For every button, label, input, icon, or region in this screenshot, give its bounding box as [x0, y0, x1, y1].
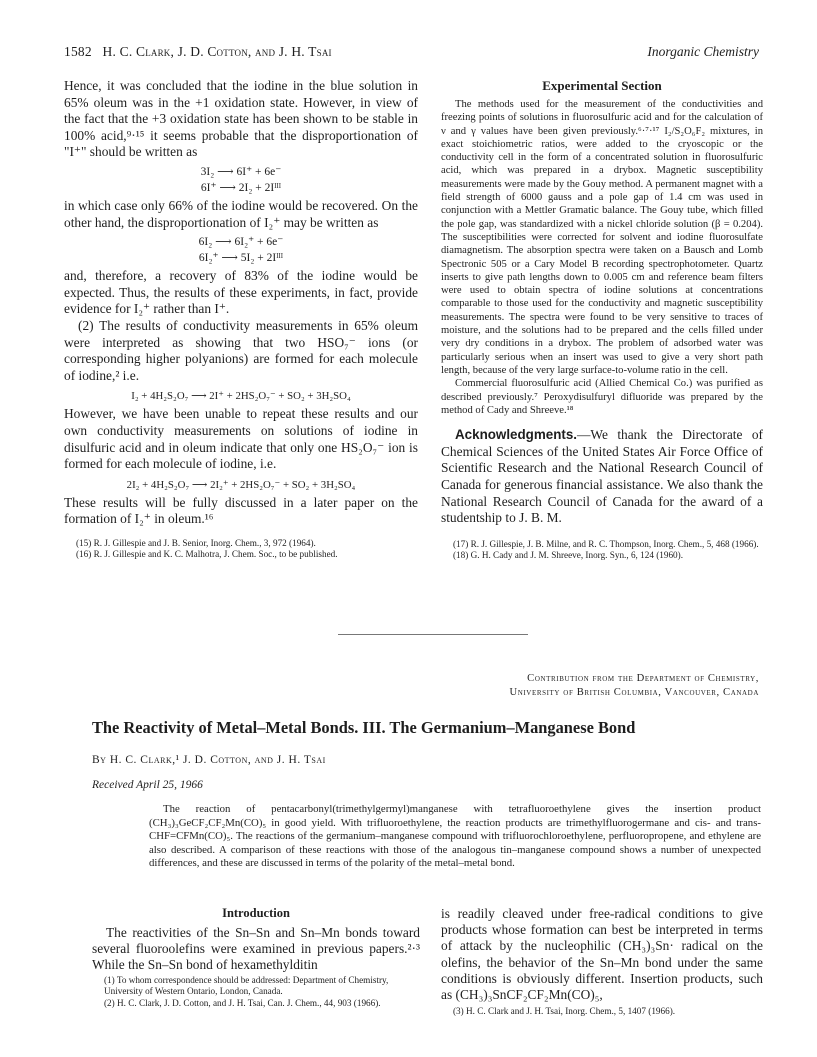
- acknowledgments-text: —We thank the Directorate of Chemical Sciences of the United States Air Force Office of Scientific Research and the National Research Council of Canada for generous financial assistance. We also thank the National Research Council of Canada for the award of a studentship to J. B. M.: [441, 427, 763, 526]
- footnote: (3) H. C. Clark and J. H. Tsai, Inorg. Chem., 5, 1407 (1966).: [453, 1006, 676, 1017]
- intro-left-column: [92, 906, 420, 1009]
- paragraph: and, therefore, a recovery of 83% of the iodine would be expected. Thus, the results of these experiments, in fact, provide evidence for I₂⁺ rather than I⁺.: [64, 268, 418, 317]
- paragraph: These results will be fully discussed in a later paper on the formation of I₂⁺ in oleum.¹⁶: [64, 494, 418, 527]
- footnote: (15) R. J. Gillespie and J. B. Senior, Inorg. Chem., 3, 972 (1964).: [76, 537, 316, 548]
- footnote: (18) G. H. Cady and J. M. Shreeve, Inorg. Syn., 6, 124 (1960).: [453, 550, 684, 561]
- paragraph: However, we have been unable to repeat these results and our own conductivity measurements on solutions of iodine in disulfuric acid and in oleum indicate that only one HS₂O₇⁻ ion is formed for each molecule of iodine, i.e.: [64, 406, 418, 472]
- page-number: 1582: [64, 44, 92, 59]
- paragraph: The reactivities of the Sn–Sn and Sn–Mn bonds toward several fluoroolefins were examined in previous papers.²·³ While the Sn–Sn bond of hexamethylditin: [92, 925, 420, 973]
- abstract: The reaction of pentacarbonyl(trimethylgermyl)manganese with tetrafluoroethylene gives the insertion product (CH₃)₃GeCF₂CF₂Mn(CO)₅ in good yield. With trifluoroethylene, the reaction products are trimethylfluorogermane and cis- and trans-CHF=CFMn(CO)₅. The reactions of the germanium–manganese compound with trifluorochloroethylene, perfluoropropene, and ethylene are also described. A comparison of these reactions with those of the analogous tin–manganese compound shows a number of unexpected differences, and these are discussed in terms of the polarity of the metal–metal bond.: [149, 803, 761, 870]
- equation: 6I₂ ⟶ 6I₂⁺ + 6e⁻: [198, 236, 284, 249]
- introduction-heading: Introduction: [222, 906, 290, 920]
- paragraph: Commercial fluorosulfuric acid (Allied Chemical Co.) was purified as described previously.⁷ Peroxydisulfuryl difluoride was prepared by the method of Cady and Shreeve.¹⁸: [441, 378, 763, 416]
- received-date: Received April 25, 1966: [92, 779, 203, 791]
- left-column: [64, 78, 418, 561]
- paragraph: Hence, it was concluded that the iodine in the blue solution in 65% oleum was in the +1 oxidation state. However, in view of the fact that the +3 oxidation state has been shown to be stable in 100% acid,⁹·¹⁵ it seems probable that the disproportionation of "I⁺" should be written as: [64, 78, 418, 160]
- equation: 6I₂⁺ ⟶ 5I₂ + 2Iᴵᴵᴵ: [198, 252, 284, 265]
- acknowledgments: [441, 427, 763, 527]
- equation: I₂ + 4H₂S₂O₇ ⟶ 2I⁺ + 2HS₂O₇⁻ + SO₂ + 3H₂SO₄: [131, 390, 351, 403]
- paragraph: is readily cleaved under free-radical conditions to give products whose formation can best be interpreted in terms of attack by the nucleophilic (CH₃)₃Sn· radical on the olefins, the behavior of the Sn–Mn bond under the same conditions is obviously different. Insertion products, such as (CH₃)₃SnCF₂CF₂Mn(CO)₅,: [441, 906, 763, 1003]
- footnote: (1) To whom correspondence should be addressed: Department of Chemistry, University of Western Ontario, London, Canada.: [104, 974, 389, 997]
- paragraph: in which case only 66% of the iodine would be recovered. On the other hand, the disproportionation of I₂⁺ may be written as: [64, 197, 418, 230]
- article-title: The Reactivity of Metal–Metal Bonds. III. The Germanium–Manganese Bond: [92, 718, 636, 737]
- article-divider: [338, 634, 528, 635]
- contribution-line: [509, 672, 759, 700]
- equation: 3I₂ ⟶ 6I⁺ + 6e⁻: [200, 165, 282, 178]
- article-byline: By H. C. Clark,¹ J. D. Cotton, and J. H. Tsai: [92, 754, 326, 766]
- contribution-university: University of British Columbia, Vancouver, Canada: [509, 687, 759, 698]
- footnote: (2) H. C. Clark, J. D. Cotton, and J. H. Tsai, Can. J. Chem., 44, 903 (1966).: [104, 997, 381, 1008]
- acknowledgments-label: Acknowledgments.: [455, 427, 578, 443]
- right-column: [441, 78, 763, 562]
- equation: 2I₂ + 4H₂S₂O₇ ⟶ 2I₂⁺ + 2HS₂O₇⁻ + SO₂ + 3H₂SO₄: [126, 478, 356, 491]
- journal-name: Inorganic Chemistry: [647, 44, 759, 59]
- paragraph: The methods used for the measurement of the conductivities and freezing points of solutions in fluorosulfuric acid and for the calculation of ν and γ values have been given previously.⁶·⁷·¹⁷ I₂/S₂O₆F₂ mixtures, in exact stoichiometric ratios, were added to the cryoscopic or the conductivity cell in the form of a concentrated solution in fluorosulfuric acid, which was prepared in a drybox. Magnetic susceptibility measurements were made by the Gouy method. A permanent magnet with a field strength of 6000 gauss and a pole gap of 1.4 cm was used in conjunction with a Mettler Gramatic balance. The Gouy tube, which filled the pole gap, was standardized with a nickel chloride solution (β = 0.204). The susceptibilities were corrected for solvent and iodine fluorosulfate diamagnetism. The absorption spectra were taken on a Bausch and Lomb Spectronic 505 or a Cary Model B recording spectrophotometer. Quartz inserts to give path lengths down to 0.005 cm and reference beam filters were used to obtain spectra of iodine solutions at concentrations comparable to those used for the conductivity and magnetic susceptibility measurements. The spectra were found to be very sensitive to traces of moisture, and the solutions had to be prepared and the cells filled under very dry conditions in a drybox. The problem of adsorbed water was particularly serious when an insert was used to give a very short path length, because of the very large surface-to-volume ratio in the cell.: [441, 99, 763, 376]
- footnote: (16) R. J. Gillespie and K. C. Malhotra, J. Chem. Soc., to be published.: [76, 549, 338, 560]
- footnote: (17) R. J. Gillespie, J. B. Milne, and R. C. Thompson, Inorg. Chem., 5, 468 (1966).: [453, 538, 759, 549]
- running-header: [64, 44, 332, 60]
- contribution-department: Contribution from the Department of Chemistry,: [527, 673, 759, 684]
- section-heading: Experimental Section: [542, 78, 662, 93]
- header-authors: H. C. Clark, J. D. Cotton, and J. H. Tsai: [102, 44, 332, 59]
- equation: 6I⁺ ⟶ 2I₂ + 2Iᴵᴵᴵ: [200, 181, 282, 194]
- paragraph: (2) The results of conductivity measurements in 65% oleum were interpreted as showing that two HSO₇⁻ ions (or corresponding higher polyanions) are formed for each molecule of iodine,² i.e.: [64, 317, 418, 383]
- intro-right-column: [441, 906, 763, 1018]
